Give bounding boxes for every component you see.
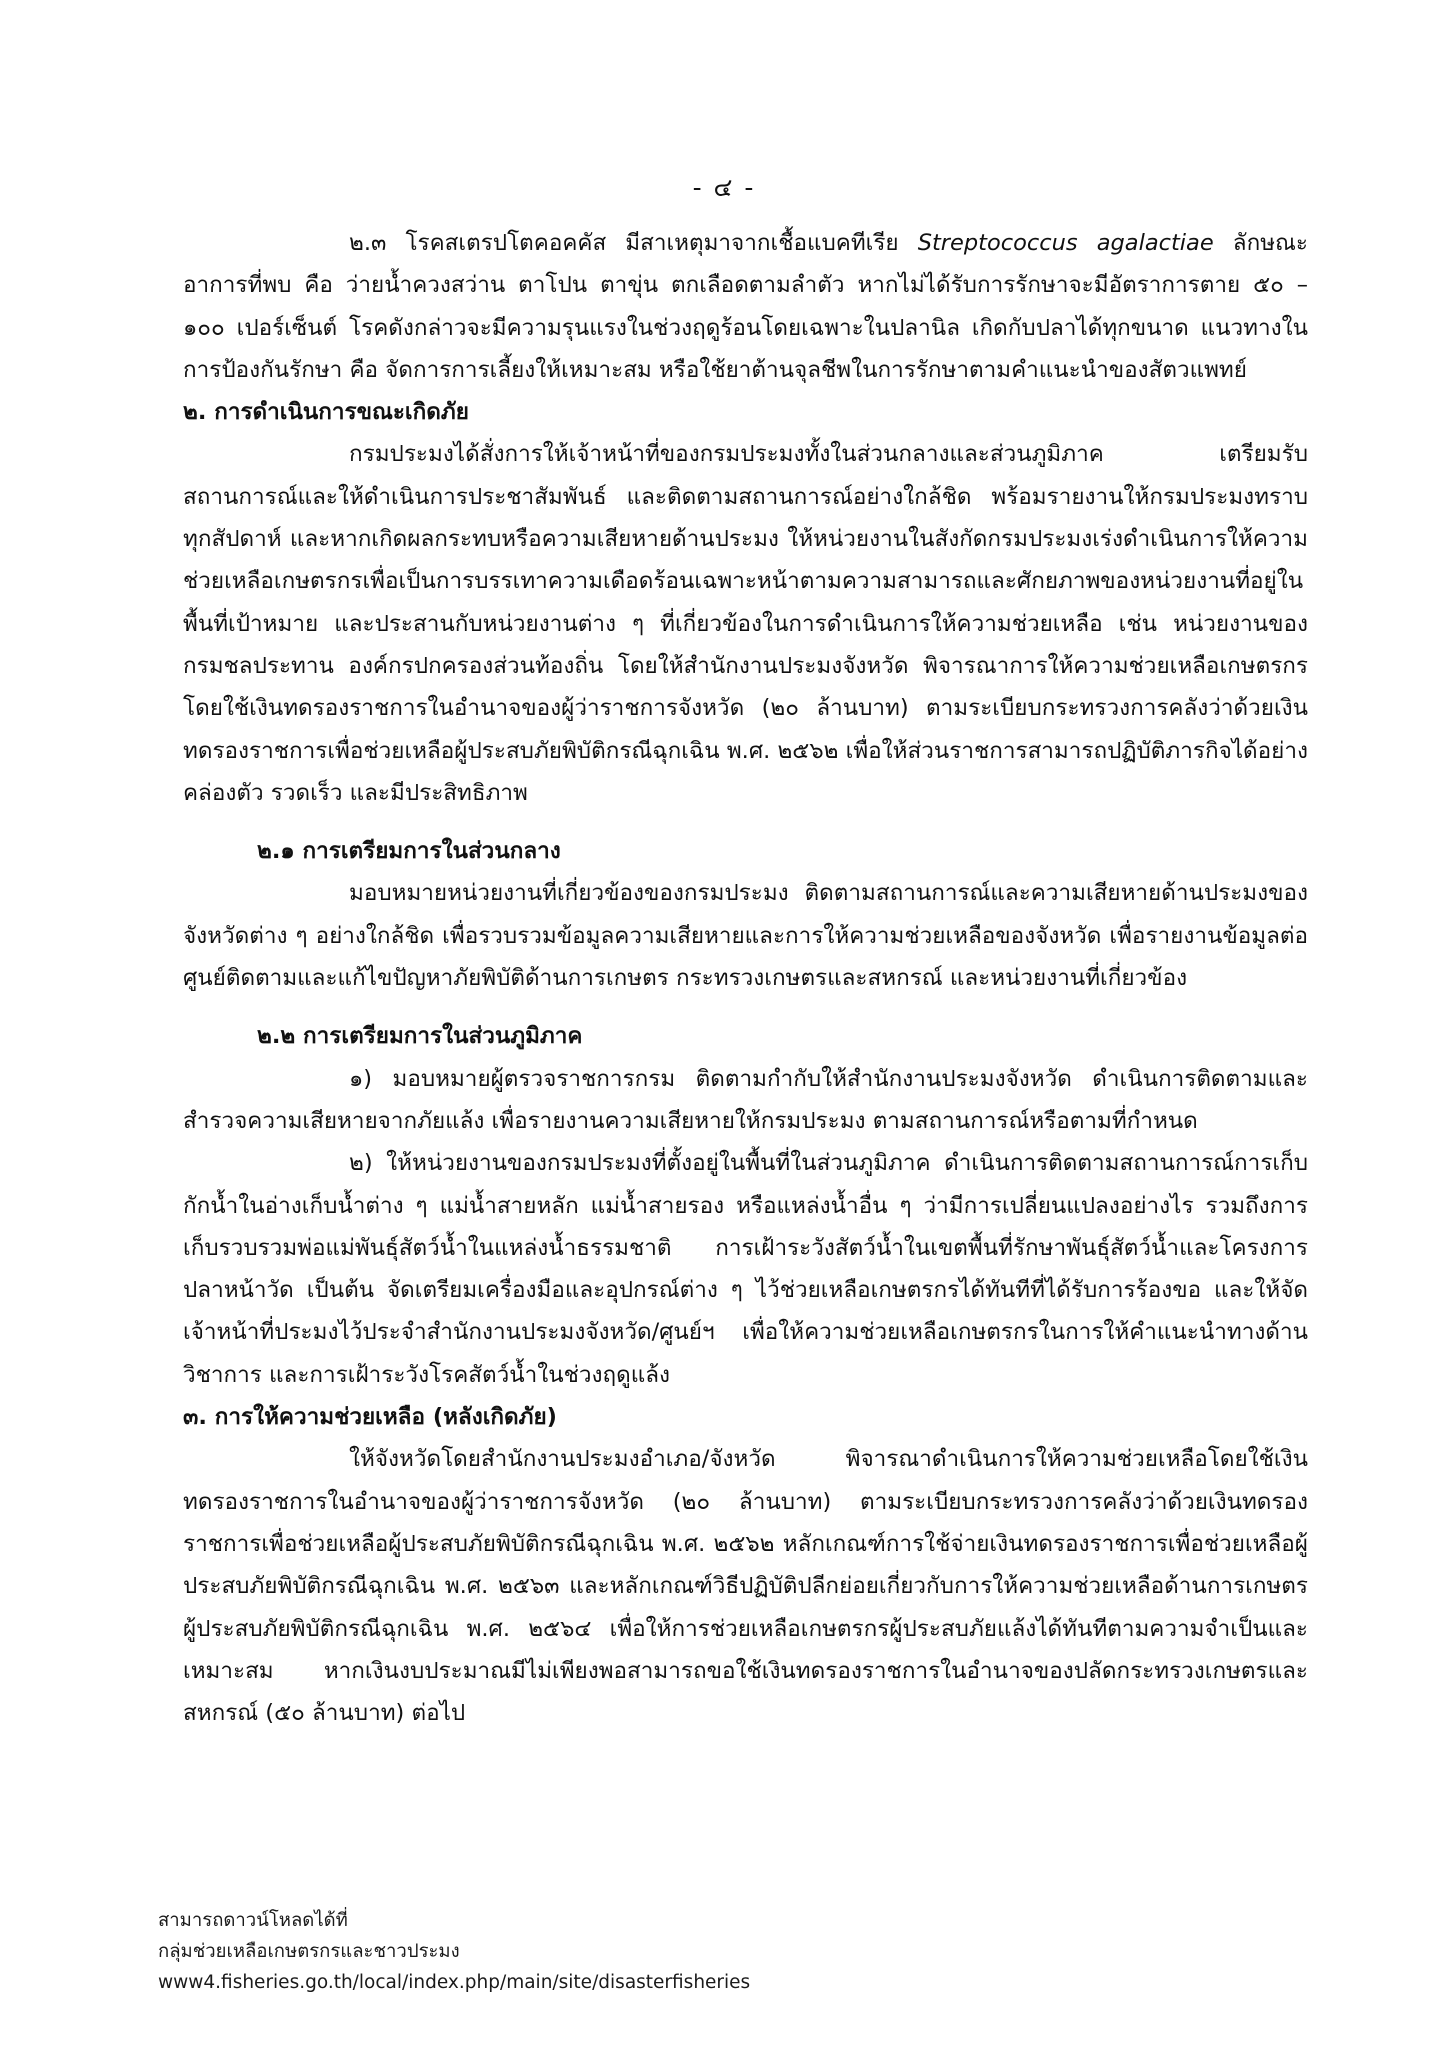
footer-organization: กลุ่มช่วยเหลือเกษตรกรและชาวประมง [158, 1941, 460, 1962]
page-number: - ๔ - [692, 173, 756, 202]
section-2-2-heading: ๒.๒ การเตรียมการในส่วนภูมิภาค [257, 1023, 583, 1050]
footer-url[interactable]: www4.fisheries.go.th/local/index.php/main/site/disasterfisheries [158, 1972, 751, 1993]
species-name: Streptococcus agalactiae [917, 230, 1214, 256]
section-2-3-paragraph [183, 222, 1308, 391]
download-footer [158, 1905, 750, 1998]
section-2-1-paragraph: มอบหมายหน่วยงานที่เกี่ยวข้องของกรมประมง ติดตามสถานการณ์และความเสียหายด้านประมงของจังหวัดต่าง ๆ อย่างใกล้ชิด เพื่อรวบรวมข้อมูลความเสียหายและการให้ความช่วยเหลือของจังหวัด เพื่อรายงานข้อมูลต่อศูนย์ติดตามและแก้ไขปัญหาภัยพิบัติด้านการเกษตร กระทรวงเกษตรและสหกรณ์ และหน่วยงานที่เกี่ยวข้อง [183, 880, 1308, 992]
section-2-2-item-1: ๑) มอบหมายผู้ตรวจราชการกรม ติดตามกำกับให้สำนักงานประมงจังหวัด ดำเนินการติดตามและสำรวจความเสียหายจากภัยแล้ง เพื่อรายงานความเสียหายให้กรมประมง ตามสถานการณ์หรือตามที่กำหนด [183, 1065, 1308, 1134]
document-body [183, 222, 1308, 1734]
section-3-paragraph: ให้จังหวัดโดยสำนักงานประมงอำเภอ/จังหวัด พิจารณาดำเนินการให้ความช่วยเหลือโดยใช้เงินทดรองราชการในอำนาจของผู้ว่าราชการจังหวัด (๒๐ ล้านบาท) ตามระเบียบกระทรวงการคลังว่าด้วยเงินทดรองราชการเพื่อช่วยเหลือผู้ประสบภัยพิบัติกรณีฉุกเฉิน พ.ศ. ๒๕๖๒ หลักเกณฑ์การใช้จ่ายเงินทดรองราชการเพื่อช่วยเหลือผู้ประสบภัยพิบัติกรณีฉุกเฉิน พ.ศ. ๒๕๖๓ และหลักเกณฑ์วิธีปฏิบัติปลีกย่อยเกี่ยวกับการให้ความช่วยเหลือด้านการเกษตรผู้ประสบภัยพิบัติกรณีฉุกเฉิน พ.ศ. ๒๕๖๔ เพื่อให้การช่วยเหลือเกษตรกรผู้ประสบภัยแล้งได้ทันทีตามความจำเป็นและเหมาะสม หากเงินงบประมาณมีไม่เพียงพอสามารถขอใช้เงินทดรองราชการในอำนาจของปลัดกระทรวงเกษตรและสหกรณ์ (๕๐ ล้านบาท) ต่อไป [183, 1446, 1308, 1727]
section-3-heading: ๓. การให้ความช่วยเหลือ (หลังเกิดภัย) [183, 1404, 557, 1431]
section-2-2-item-2: ๒) ให้หน่วยงานของกรมประมงที่ตั้งอยู่ในพื้นที่ในส่วนภูมิภาค ดำเนินการติดตามสถานการณ์การเก็บกักน้ำในอ่างเก็บน้ำต่าง ๆ แม่น้ำสายหลัก แม่น้ำสายรอง หรือแหล่งน้ำอื่น ๆ ว่ามีการเปลี่ยนแปลงอย่างไร รวมถึงการเก็บรวบรวมพ่อแม่พันธุ์สัตว์น้ำในแหล่งน้ำธรรมชาติ การเฝ้าระวังสัตว์น้ำในเขตพื้นที่รักษาพันธุ์สัตว์น้ำและโครงการปลาหน้าวัด เป็นต้น จัดเตรียมเครื่องมือและอุปกรณ์ต่าง ๆ ไว้ช่วยเหลือเกษตรกรได้ทันทีที่ได้รับการร้องขอ และให้จัดเจ้าหน้าที่ประมงไว้ประจำสำนักงานประมงจังหวัด/ศูนย์ฯ เพื่อให้ความช่วยเหลือเกษตรกรในการให้คำแนะนำทางด้านวิชาการ และการเฝ้าระวังโรคสัตว์น้ำในช่วงฤดูแล้ง [183, 1150, 1308, 1388]
section-2-heading: ๒. การดำเนินการขณะเกิดภัย [183, 399, 469, 426]
section-2-1-heading: ๒.๑ การเตรียมการในส่วนกลาง [257, 838, 561, 865]
section-2-3-lead: ๒.๓ โรคสเตรปโตคอคคัส มีสาเหตุมาจากเชื้อแบคทีเรีย [349, 230, 918, 256]
footer-download-label: สามารถดาวน์โหลดได้ที่ [158, 1910, 348, 1931]
section-2-3-rest: ลักษณะอาการที่พบ คือ ว่ายน้ำควงสว่าน ตาโปน ตาขุ่น ตกเลือดตามลำตัว หากไม่ได้รับการรักษาจะมีอัตราการตาย ๕๐ – ๑๐๐ เปอร์เซ็นต์ โรคดังกล่าวจะมีความรุนแรงในช่วงฤดูร้อนโดยเฉพาะในปลานิล เกิดกับปลาได้ทุกขนาด แนวทางในการป้องกันรักษา คือ จัดการการเลี้ยงให้เหมาะสม หรือใช้ยาต้านจุลชีพในการรักษาตามคำแนะนำของสัตวแพทย์ [183, 230, 1308, 383]
section-2-paragraph: กรมประมงได้สั่งการให้เจ้าหน้าที่ของกรมประมงทั้งในส่วนกลางและส่วนภูมิภาค เตรียมรับสถานการณ์และให้ดำเนินการประชาสัมพันธ์ และติดตามสถานการณ์อย่างใกล้ชิด พร้อมรายงานให้กรมประมงทราบทุกสัปดาห์ และหากเกิดผลกระทบหรือความเสียหายด้านประมง ให้หน่วยงานในสังกัดกรมประมงเร่งดำเนินการให้ความช่วยเหลือเกษตรกรเพื่อเป็นการบรรเทาความเดือดร้อนเฉพาะหน้าตามความสามารถและศักยภาพของหน่วยงานที่อยู่ในพื้นที่เป้าหมาย และประสานกับหน่วยงานต่าง ๆ ที่เกี่ยวข้องในการดำเนินการให้ความช่วยเหลือ เช่น หน่วยงานของกรมชลประทาน องค์กรปกครองส่วนท้องถิ่น โดยให้สำนักงานประมงจังหวัด พิจารณาการให้ความช่วยเหลือเกษตรกรโดยใช้เงินทดรองราชการในอำนาจของผู้ว่าราชการจังหวัด (๒๐ ล้านบาท) ตามระเบียบกระทรวงการคลังว่าด้วยเงินทดรองราชการเพื่อช่วยเหลือผู้ประสบภัยพิบัติกรณีฉุกเฉิน พ.ศ. ๒๕๖๒ เพื่อให้ส่วนราชการสามารถปฏิบัติภารกิจได้อย่างคล่องตัว รวดเร็ว และมีประสิทธิภาพ [183, 441, 1308, 806]
